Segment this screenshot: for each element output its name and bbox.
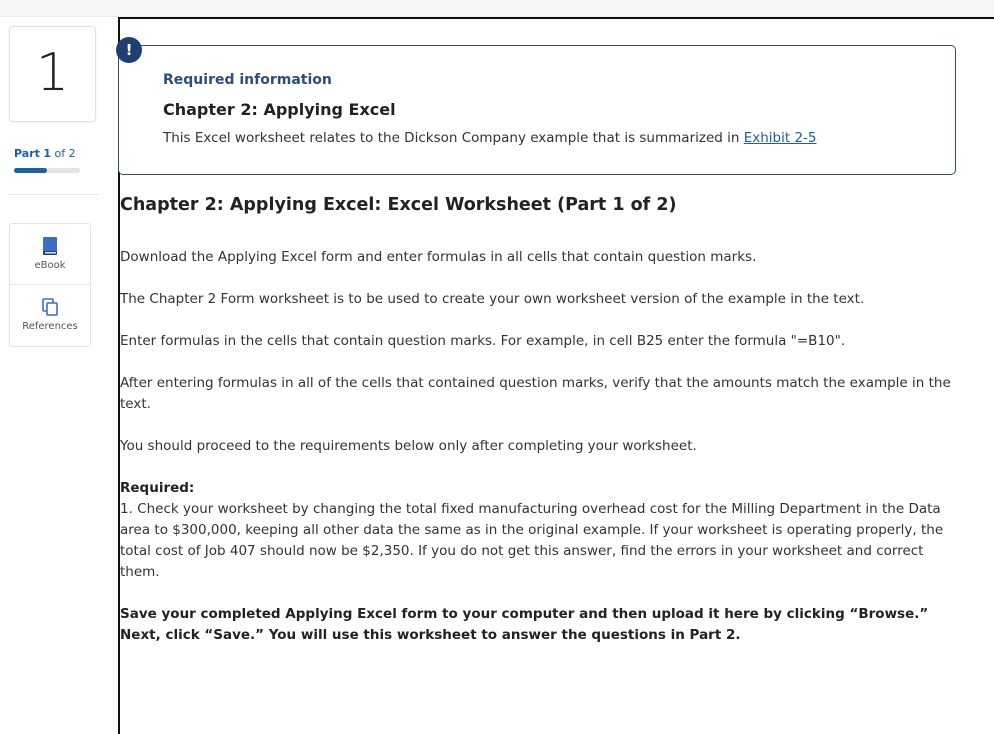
main-frame-top bbox=[118, 17, 994, 19]
alert-icon: ! bbox=[116, 37, 142, 63]
question-content bbox=[120, 195, 960, 667]
sidebar bbox=[0, 17, 108, 734]
requirement-1: 1. Check your worksheet by changing the total fixed manufacturing overhead cost for the Milling Department in the Data area to $300,000, keeping all other data the same as in the original example. If your worksheet is operating properly, the total cost of Job 407 should now be $2,350. If you do not get this answer, find the errors in your worksheet and correct them. bbox=[120, 501, 944, 580]
references-label: References bbox=[22, 321, 78, 332]
exhibit-link[interactable]: Exhibit 2-5 bbox=[743, 130, 817, 146]
ebook-button[interactable] bbox=[10, 224, 90, 285]
required-info-box bbox=[118, 45, 956, 175]
required-label: Required: bbox=[120, 480, 195, 496]
part-total: of 2 bbox=[54, 147, 76, 160]
instruction-paragraph: Enter formulas in the cells that contain question marks. For example, in cell B25 enter the formula "=B10". bbox=[120, 333, 846, 349]
description-text: This Excel worksheet relates to the Dickson Company example that is summarized in bbox=[163, 130, 740, 146]
required-info-description bbox=[163, 130, 817, 146]
instruction-paragraph: You should proceed to the requirements below only after completing your worksheet. bbox=[120, 438, 697, 454]
required-info-title: Chapter 2: Applying Excel bbox=[163, 100, 396, 119]
question-number-card bbox=[9, 26, 96, 122]
part-current: 1 bbox=[43, 147, 52, 160]
ebook-label: eBook bbox=[34, 260, 66, 271]
instruction-paragraph: Download the Applying Excel form and enter formulas in all cells that contain question marks. bbox=[120, 249, 757, 265]
instruction-paragraph: After entering formulas in all of the cells that contained question marks, verify that the amounts match the example in the text. bbox=[120, 375, 951, 412]
part-progress-bar bbox=[14, 168, 80, 173]
instruction-paragraph: The Chapter 2 Form worksheet is to be used to create your own worksheet version of the example in the text. bbox=[120, 291, 865, 307]
content-heading: Chapter 2: Applying Excel: Excel Worksheet (Part 1 of 2) bbox=[120, 195, 677, 215]
save-instruction: Save your completed Applying Excel form to your computer and then upload it here by clicking “Browse.” Next, click “Save.” You will use this worksheet to answer the questions in Part 2. bbox=[120, 606, 929, 643]
part-prefix: Part bbox=[14, 147, 40, 160]
book-icon bbox=[41, 236, 59, 256]
sidebar-divider bbox=[9, 194, 99, 195]
copy-icon bbox=[41, 297, 59, 317]
question-number: 1 bbox=[35, 43, 70, 103]
top-bar bbox=[0, 0, 994, 17]
references-button[interactable] bbox=[10, 285, 90, 346]
tools-panel bbox=[9, 223, 91, 347]
part-progress-fill bbox=[14, 168, 47, 173]
required-info-heading: Required information bbox=[163, 72, 332, 88]
part-indicator bbox=[14, 147, 76, 160]
